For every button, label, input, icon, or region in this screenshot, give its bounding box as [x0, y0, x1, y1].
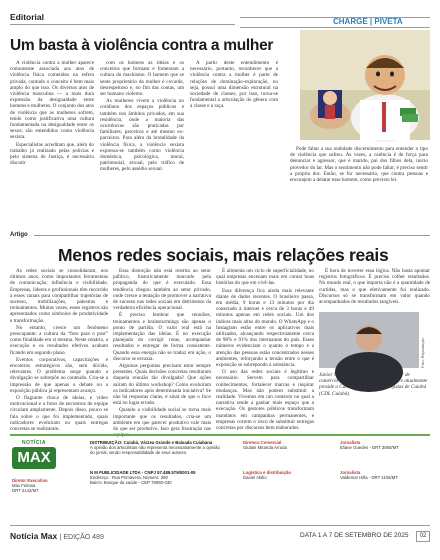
- paragraph: Algumas perguntas precisam estar sempre presentes. Quais decisões concretas resultaram daquela reunião tão divulgada? Que ações saíram do último workshop? Como evoluíram os indicadores após determinada iniciativa? Se não há respostas claras, é sinal de que o foco está no lugar errado.: [113, 363, 211, 407]
- page-number: 02: [416, 531, 430, 542]
- section-editorial: Editorial: [10, 12, 45, 22]
- director-block: [12, 478, 72, 494]
- section-artigo: Artigo: [10, 232, 28, 238]
- address-line-1: Endereço : Rua Primavera, Número: 280: [90, 475, 168, 481]
- author-bio: Júnior Macagnam é empresário do setor de comércio e serviço há mais de 20 anos e atualmente preside a Câmara de Dirigentes Lojistas de Cuiabá (CDL Cuiabá).: [319, 372, 428, 397]
- journalist-block-1: [340, 440, 430, 450]
- divider: [34, 235, 430, 236]
- commercial-label: Diretora Comercial: [243, 440, 282, 445]
- paragraph: Essa diferença fica ainda mais relevante diante de dados recentes. O brasileiro passa, em média, 9 horas e 13 minutos por dia conectado à internet e cerca de 3 horas e 49 minutos apenas em redes sociais. Um dos índices mais altos do mundo. O WhatsApp e o Instagram estão entre os aplicativos mais utilizados, alcançando respectivamente cerca de 98% e 91% dos internautas do país. Esses números evidenciam o quanto o tempo e a atenção das pessoas estão concentrados nesses ambientes, reforçando a tensão entre o que é exposição se sobrepondo à substância.: [216, 287, 314, 369]
- journalist-name: Valdemar Hilla - DRT 1106/MT: [340, 475, 398, 481]
- paragraph: com os homens as ideias e os conceitos que formam e fomentam a cultura do machismo. O homem que se sente proprietário da mulher é covarde, desrespeitoso e, no fim das contas, um ser humano violento.: [100, 60, 184, 98]
- journalist-block-2: [340, 470, 430, 480]
- director-label: Diretor Executivo: [12, 478, 48, 483]
- logistics-block: [243, 470, 323, 480]
- article-column-3: [216, 268, 314, 432]
- article-column-4: [319, 268, 430, 308]
- paragraph: A partir deste entendimento é necessário, portanto, reconhecer que a violência contra a mulher é parte de relações de dominação-exploração, ou seja, possui uma dimensão estrutural na sociedade de classes, por isso, torna-se fundamental a articulação do gênero com a classe e a raça.: [190, 60, 278, 110]
- paragraph: A violência contra a mulher aparece comumente associada aos atos de violência física cometidos na esfera privada, contudo o conceito é bem mais amplo do que isso. Os diversos atos de violência masculina — a mais dura expressão da desigualdade entre homens e mulheres. O conjunto dos atos de violência que as mulheres sofrem, tendo como justificativa uma cultura fundamentada na desigualdade entre os sexos, são entendidos como violência sexista.: [10, 60, 94, 141]
- editorial-column-1: [10, 60, 94, 226]
- paragraph: No entanto, cresce um fenômeno preocupante: a cultura da “foto para o post” como finalidade em si mesma. Neste cenário, a execução e os resultados efetivos acabam ficando em segundo plano.: [10, 324, 108, 356]
- journalist-label: Jornalista: [340, 440, 361, 445]
- paragraph: Quando a visibilidade social se torna mais importante que os resultados, cria-se um ambiente em que parecer produtivo vale mais do que ser produtivo. Isso gera frustração nas: [113, 407, 211, 433]
- photo-credit: Foto: Reprodução: [421, 337, 425, 368]
- newspaper-logo: [12, 440, 56, 476]
- distribution-title: DISTRIBUIÇÃO: Cuiabá, Várzea Grande e Baixada Cuiabana: [90, 440, 213, 445]
- paragraph: É alimenta um ciclo de superficialidade, no qual empresas encenam mais em contar boas histórias do que em vivê-las.: [216, 268, 314, 287]
- cartoon-illustration: [300, 30, 430, 140]
- charge-tag: CHARGE | PIVETA: [333, 17, 403, 26]
- paragraph: Especialistas acreditam que, além do trabalho já realizado pelas polícias e pelo sistema de Justiça, é necessário discutir: [10, 141, 94, 167]
- logistics-label: Logística e distribuição: [243, 470, 291, 475]
- logo-main-text: MAX: [12, 447, 56, 469]
- distribution-block: [90, 440, 220, 456]
- paragraph: As mulheres vivem a violência no cotidiano dos espaços públicos e também nos âmbitos privados, em sua residência, onde a maioria das ocorrências são praticadas por familiares, parceiros e até mesmo ex-parceiros. Para além da brutalidade da violência física, a violência sexista expressa-se também como violência doméstica, psicológica, moral, patrimonial, sexual, pelo tráfico de mulheres, pelo assédio sexual.: [100, 98, 184, 173]
- company-line: N M PUBLICIDADE LTDA - CNPJ 57.489.579/0001-05: [90, 470, 196, 475]
- divider: [10, 24, 235, 25]
- paper-name: Notícia Max: [10, 531, 58, 541]
- article-headline: Menos redes sociais, mais relações reais: [58, 245, 389, 265]
- divider: [240, 27, 430, 28]
- paragraph: É preciso lembrar que reuniões, treinamentos e brainstormings são apenas o ponto de partida. O valor real está na implementação das ideias. É no execução planejada do corrigir rotas, acompanhar resultados e entregar de forma consistente. Quando essa energia não se traduz em ação, o discurso se esvazia.: [113, 312, 211, 362]
- article-column-2: [113, 268, 211, 433]
- article-column-1: [10, 268, 108, 433]
- paragraph: Essa distorção não está restrita ao setor público, historicamente marcado pela propaganda do que é executado. Essa tendência chegou também ao setor privado, onde cresce a tentação de promover a narrativa de sucesso nas redes sociais em detrimento da verdadeira eficiência operacional.: [113, 268, 211, 312]
- paper-identity: [10, 531, 104, 541]
- editorial-column-2: [100, 60, 184, 226]
- paragraph: Eventos corporativos, capacitações e encontros estratégicos são, sem dúvida, relevantes. O problema surge quando a divulgação se sobrepõe ao conteúdo. Cria-se a impressão de que apenas o debate ou a exposição pública já representam avanço.: [10, 356, 108, 394]
- paragraph: Pode faltar a sua realidade discernimento para entender o tipo de violência que sofreu. Às vezes, a carência é de força para denunciar e agressor, que é marido, pai dos filhos dela, início provedor do lar. Mas o sentimento não pode faltar; é preciso sentir a própria dor. Então, se for necessário, que contra pessoas e encorajem a delatar esse homem, como previsto lei.: [290, 146, 428, 184]
- paragraph: O uso das redes sociais é legítimo e necessário. Servem para compartilhar conhecimentos, fortalecer marcas e inspirar mudanças. Mas não podem substituir a realidade. Vivemos em um contexto no qual a narrativa tende a ganhar mais espaço que a execução. Os gestores públicos transformam mandatos em campanhas permanentes, e empresas correm o risco de substituir entregas concretas por discursos bem elaborados.: [216, 369, 314, 432]
- journalist-name: Eliane Guedes - DRT 3060/MT: [340, 445, 399, 451]
- director-drt: DRT 2142/MT: [12, 488, 39, 494]
- editorial-column-4: [290, 146, 428, 226]
- paragraph: É hora de inverter essa lógica. Não basta apontar registros fotográficos. É preciso colher resultados. No mundo real, o que importa não é a quantidade de curtidas, mas o que efetivamente foi realizado. Discursos só se transformam em valor quando acompanhados de resultados tangíveis.: [319, 268, 430, 306]
- disclaimer-text: A opinião dos articulistas não representa necessariamente a opinião do jornal, sendo responsabilidade de seus autores.: [90, 445, 220, 456]
- logo-top-text: NOTÍCIA: [21, 440, 47, 446]
- divider: [10, 434, 430, 436]
- author-photo: [319, 312, 419, 368]
- company-block: [90, 470, 220, 486]
- paragraph: O flagrante choca de ideias, e vídeo motivacional e a fotos de encontros de equipe circulam amplamente. Depois disso, pouco se fala sobre o que foi implementado, quais indicadores evoluíram ou quais entregas concretas se realizaram.: [10, 395, 108, 433]
- director-name: Max Feitosa: [12, 483, 36, 489]
- editorial-headline: Um basta à violência contra a mulher: [10, 37, 274, 54]
- editorial-column-3: [190, 60, 278, 226]
- logistics-name: Daniel Abilio: [243, 475, 267, 481]
- paragraph: As redes sociais se consolidaram, nos últimos anos, como importantes ferramentas de comunicação, influência e visibilidade. Empresas, líderes e profissionais têm recorrido a esses canais para compartilhar trajetórias de sucesso, mobilizações, palestras e treinamentos. Muitas vezes, esses registros são apresentados como símbolos de produtividade e transformação.: [10, 268, 108, 324]
- journalist-label: Jornalista: [340, 470, 361, 475]
- address-line-2: Bairro: Bosque da saúde - CEP 78050-030: [90, 480, 172, 486]
- issue-date: DATA 1 A 7 DE SETEMBRO DE 2025: [300, 532, 409, 539]
- commercial-name: Giulani Miranda Arruda: [243, 445, 287, 451]
- divider: [10, 525, 430, 526]
- commercial-director-block: [243, 440, 323, 450]
- edition-number: | EDIÇÃO 489: [59, 534, 104, 541]
